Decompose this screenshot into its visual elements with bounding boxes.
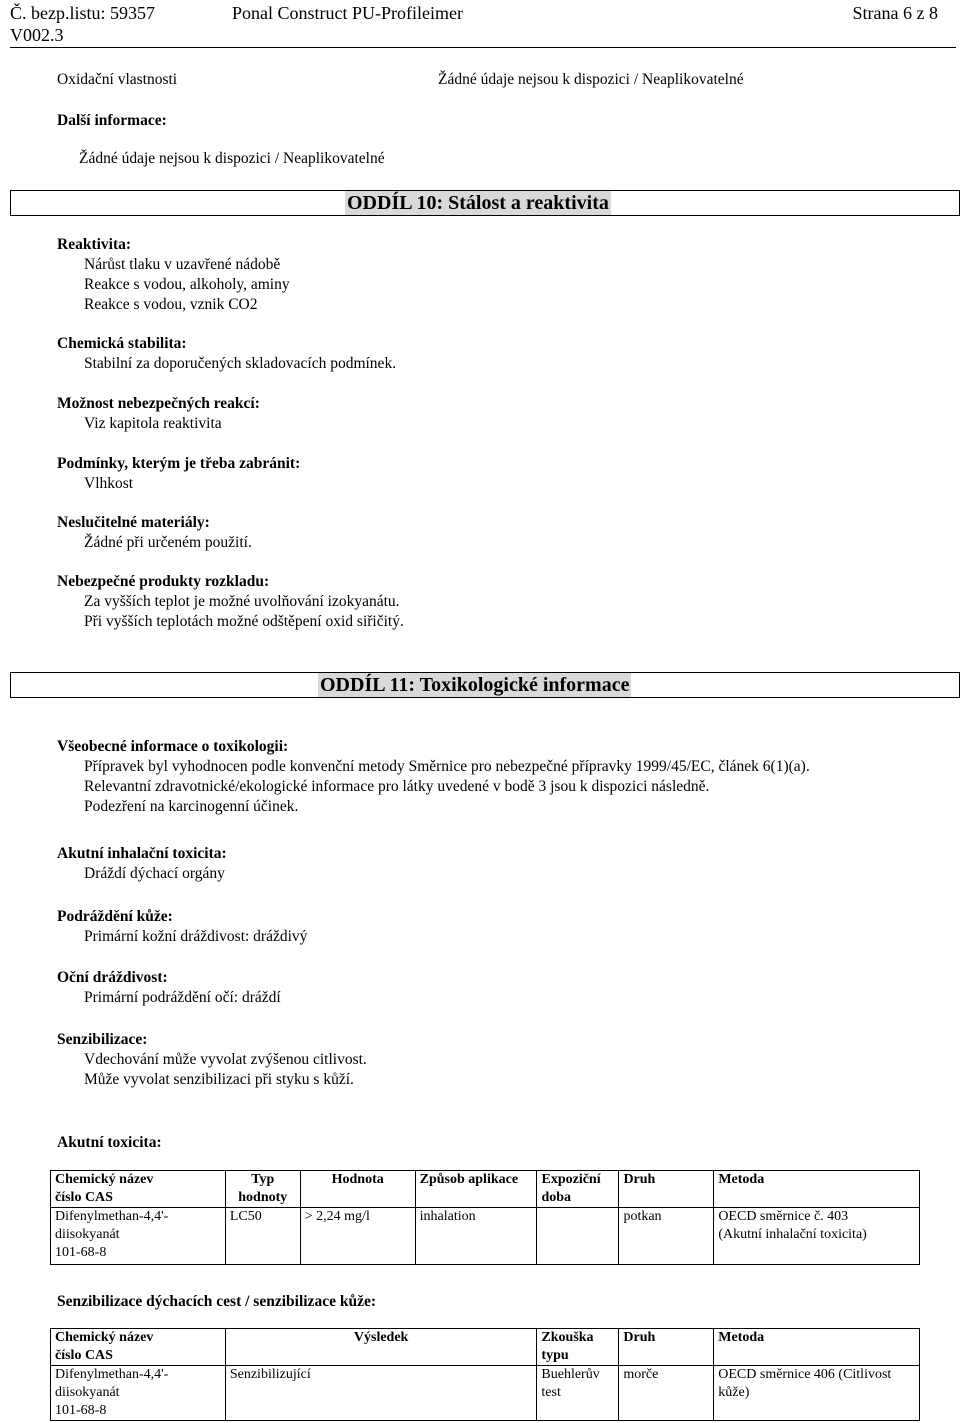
text-line: Při vyšších teplotách možné odštěpení oxid siřičitý. [84, 613, 404, 630]
conditions-to-avoid-label: Podmínky, kterým je třeba zabránit: [57, 455, 301, 472]
decomposition-products-label: Nebezpečné produkty rozkladu: [57, 573, 270, 590]
cell-result: Senzibilizující [225, 1366, 537, 1421]
text-line: Relevantní zdravotnické/ekologické informace pro látky uvedené v bodě 3 jsou k dispozici následně. [84, 778, 710, 795]
col-header-value: Hodnota [300, 1171, 415, 1208]
decomposition-products-block [57, 572, 404, 632]
cell-species: potkan [619, 1208, 714, 1265]
text-line: Nárůst tlaku v uzavřené nádobě [84, 256, 281, 273]
text-line: Podezření na karcinogenní účinek. [84, 798, 299, 815]
cell-value: > 2,24 mg/l [300, 1208, 415, 1265]
text-line: Dráždí dýchací orgány [84, 865, 225, 882]
cell-chemical: Difenylmethan-4,4'- diisokyanát 101-68-8 [51, 1366, 226, 1421]
cell-method: OECD směrnice č. 403 (Akutní inhalační toxicita) [714, 1208, 920, 1265]
acute-inhalation-label: Akutní inhalační toxicita: [57, 845, 227, 862]
acute-inhalation-block [57, 844, 227, 884]
text-line: Reakce s vodou, alkoholy, aminy [84, 276, 290, 293]
text-line: Viz kapitola reaktivita [84, 415, 222, 432]
sheet-number: Č. bezp.listu: 59357 [10, 3, 155, 23]
text-line: Přípravek byl vyhodnocen podle konvenční metody Směrnice pro nebezpečné přípravky 1999/45/EC, článek 6(1)(a). [84, 758, 810, 775]
general-toxicology-label: Všeobecné informace o toxikologii: [57, 738, 289, 755]
col-header-test-type: Zkouška typu [537, 1329, 619, 1366]
cell-method: OECD směrnice 406 (Citlivost kůže) [714, 1366, 920, 1421]
col-header-species: Druh [619, 1171, 714, 1208]
text-line: Primární kožní dráždivost: dráždivý [84, 928, 308, 945]
table-row [51, 1366, 920, 1421]
col-header-value-type: Typ hodnoty [225, 1171, 300, 1208]
sensitization-block [57, 1030, 367, 1090]
col-header-chemical: Chemický název číslo CAS [51, 1171, 226, 1208]
hazardous-reactions-label: Možnost nebezpečných reakcí: [57, 395, 260, 412]
col-header-result: Výsledek [225, 1329, 537, 1366]
further-info-value: Žádné údaje nejsou k dispozici / Neaplikovatelné [79, 150, 385, 167]
text-line: Primární podráždění očí: dráždí [84, 989, 281, 1006]
text-line: Reakce s vodou, vznik CO2 [84, 296, 258, 313]
sensitization-table-label: Senzibilizace dýchacích cest / senzibilizace kůže: [57, 1293, 376, 1310]
eye-irritation-label: Oční dráždivost: [57, 969, 168, 986]
hazardous-reactions-block [57, 394, 260, 434]
reactivity-label: Reaktivita: [57, 236, 132, 253]
sensitization-label: Senzibilizace: [57, 1031, 148, 1048]
cell-species: morče [619, 1366, 714, 1421]
skin-irritation-block [57, 907, 307, 947]
col-header-method: Metoda [714, 1329, 920, 1366]
acute-toxicity-label: Akutní toxicita: [57, 1134, 162, 1151]
section-11-title: ODDÍL 11: Toxikologické informace [320, 674, 630, 696]
text-line: Vdechování může vyvolat zvýšenou citlivost. [84, 1051, 367, 1068]
col-header-exposure-time: Expoziční doba [537, 1171, 619, 1208]
page-number: Strana 6 z 8 [852, 3, 938, 23]
col-header-chemical: Chemický název číslo CAS [51, 1329, 226, 1366]
skin-irritation-label: Podráždění kůže: [57, 908, 173, 925]
table-row [51, 1208, 920, 1265]
cell-test-type: Buehlerův test [537, 1366, 619, 1421]
general-toxicology-block [57, 737, 810, 817]
col-header-species: Druh [619, 1329, 714, 1366]
cell-chemical: Difenylmethan-4,4'- diisokyanát 101-68-8 [51, 1208, 226, 1265]
col-header-application: Způsob aplikace [415, 1171, 537, 1208]
cell-value-type: LC50 [225, 1208, 300, 1265]
oxid-label: Oxidační vlastnosti [57, 71, 178, 88]
text-line: Za vyšších teplot je možné uvolňování izokyanátu. [84, 593, 400, 610]
section-10-title: ODDÍL 10: Stálost a reaktivita [347, 192, 609, 214]
text-line: Může vyvolat senzibilizaci při styku s kůží. [84, 1071, 354, 1088]
col-header-method: Metoda [714, 1171, 920, 1208]
eye-irritation-block [57, 968, 281, 1008]
sensitization-table [50, 1328, 920, 1421]
oxid-value: Žádné údaje nejsou k dispozici / Neaplikovatelné [438, 71, 744, 88]
text-line: Vlhkost [84, 475, 134, 492]
incompatible-materials-label: Neslučitelné materiály: [57, 514, 210, 531]
acute-toxicity-table [50, 1170, 920, 1265]
reactivity-block [57, 235, 290, 315]
cell-application: inhalation [415, 1208, 537, 1265]
text-line: Stabilní za doporučených skladovacích podmínek. [84, 355, 397, 372]
chemical-stability-label: Chemická stabilita: [57, 335, 187, 352]
product-name: Ponal Construct PU-Profileimer [232, 3, 463, 23]
version: V002.3 [10, 25, 64, 45]
text-line: Žádné při určeném použití. [84, 534, 252, 551]
conditions-to-avoid-block [57, 454, 300, 494]
further-info-label: Další informace: [57, 112, 167, 129]
chemical-stability-block [57, 334, 396, 374]
cell-exposure-time [537, 1208, 619, 1265]
incompatible-materials-block [57, 513, 252, 553]
header-divider [10, 47, 956, 48]
